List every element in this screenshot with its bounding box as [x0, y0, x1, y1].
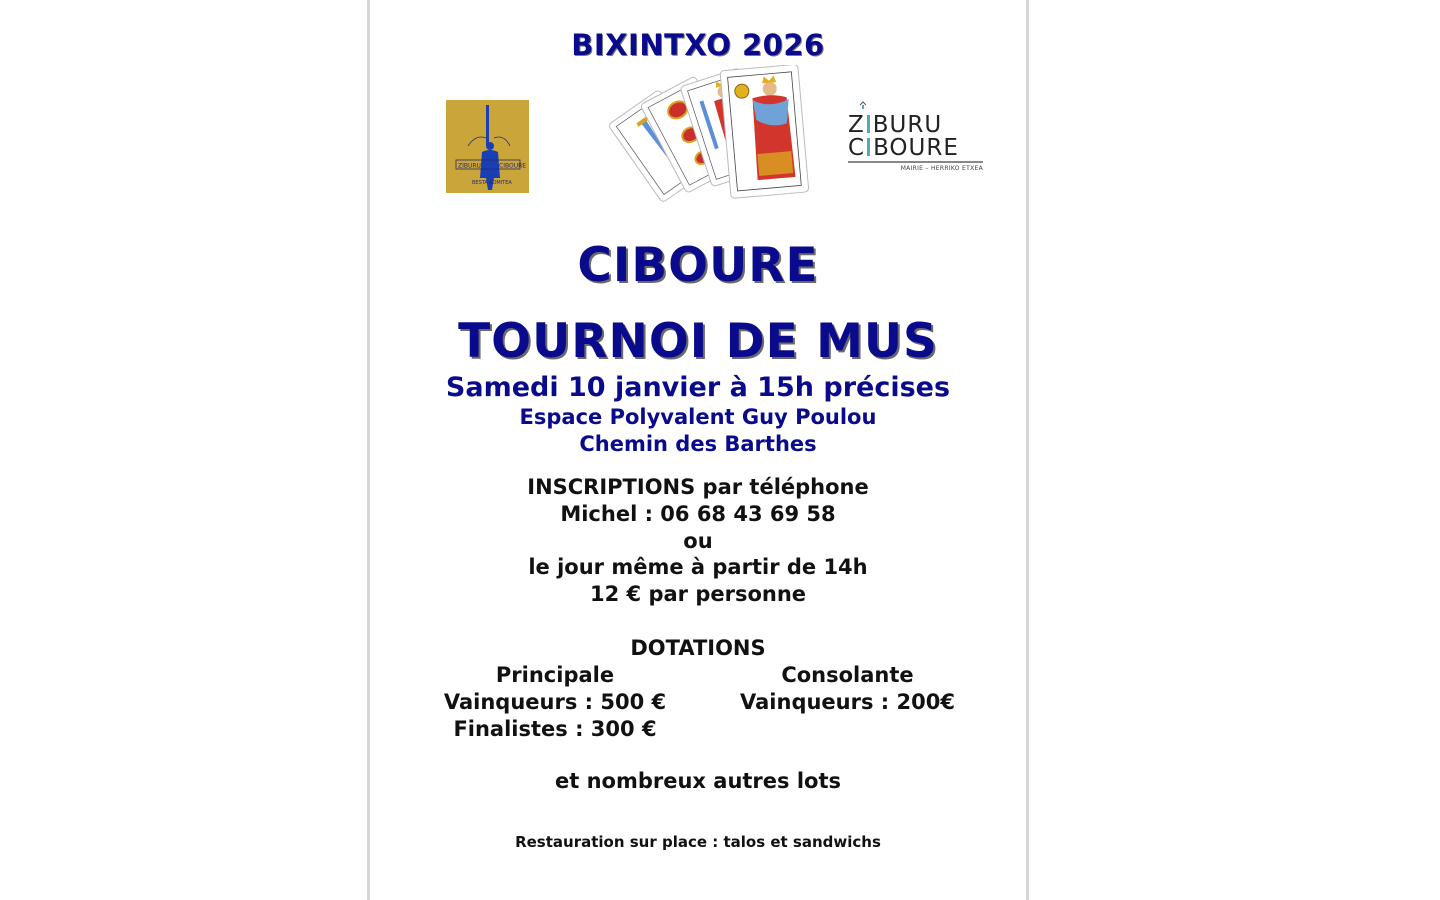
registration-heading: INSCRIPTIONS par téléphone [527, 475, 869, 499]
playing-cards-icon [600, 65, 815, 235]
logo-accent-bar [867, 115, 870, 133]
catering-info: Restauration sur place : talos et sandwichs [515, 833, 881, 851]
comite-des-fetes-logo [446, 100, 529, 193]
logo-letter-c: C [848, 135, 866, 161]
registration-contact: Michel : 06 68 43 69 58 [560, 502, 836, 526]
prizes-main-label: Principale [495, 663, 615, 687]
event-title: TOURNOI DE MUS [458, 314, 938, 369]
registration-same-day: le jour même à partir de 14h [528, 555, 868, 579]
event-series-title: BIXINTXO 2026 [571, 28, 825, 62]
prizes-consolation-column [725, 662, 970, 716]
prizes-main-winners: Vainqueurs : 500 € [443, 690, 667, 714]
prizes-main-column [425, 662, 685, 743]
prizes-consolation-winners: Vainqueurs : 200€ [740, 690, 955, 714]
logo-divider [848, 161, 983, 163]
mairie-house-icon [858, 100, 868, 110]
prizes-main-finalists: Finalistes : 300 € [453, 717, 657, 741]
poster-page [367, 0, 1029, 900]
registration-price: 12 € par personne [589, 582, 807, 606]
venue-name: Espace Polyvalent Guy Poulou [519, 405, 877, 429]
prizes-consolation-label: Consolante [781, 663, 914, 687]
ziburu-ciboure-logo [848, 100, 988, 175]
svg-text:ZIBURU: ZIBURU [458, 162, 481, 170]
svg-text:CIBOURE: CIBOURE [499, 162, 527, 170]
prizes-extra: et nombreux autres lots [554, 769, 842, 793]
logo-accent-bar [867, 138, 870, 156]
logo-letter-z: Z [848, 112, 865, 138]
logo-word-buru: BURU [872, 112, 943, 138]
playing-cards-illustration [600, 65, 815, 235]
city-title: CIBOURE [577, 238, 819, 293]
venue-street: Chemin des Barthes [579, 432, 817, 456]
event-date-time: Samedi 10 janvier à 15h précises [445, 372, 951, 403]
registration-or: ou [683, 529, 713, 553]
logo-word-boure: BOURE [873, 135, 959, 161]
comite-logo-icon [446, 100, 529, 193]
svg-text:BESTA KOMITEA: BESTA KOMITEA [472, 180, 512, 186]
logo-subtitle: MAIRIE – HERRIKO ETXEA [900, 165, 983, 172]
prizes-heading: DOTATIONS [630, 636, 766, 660]
